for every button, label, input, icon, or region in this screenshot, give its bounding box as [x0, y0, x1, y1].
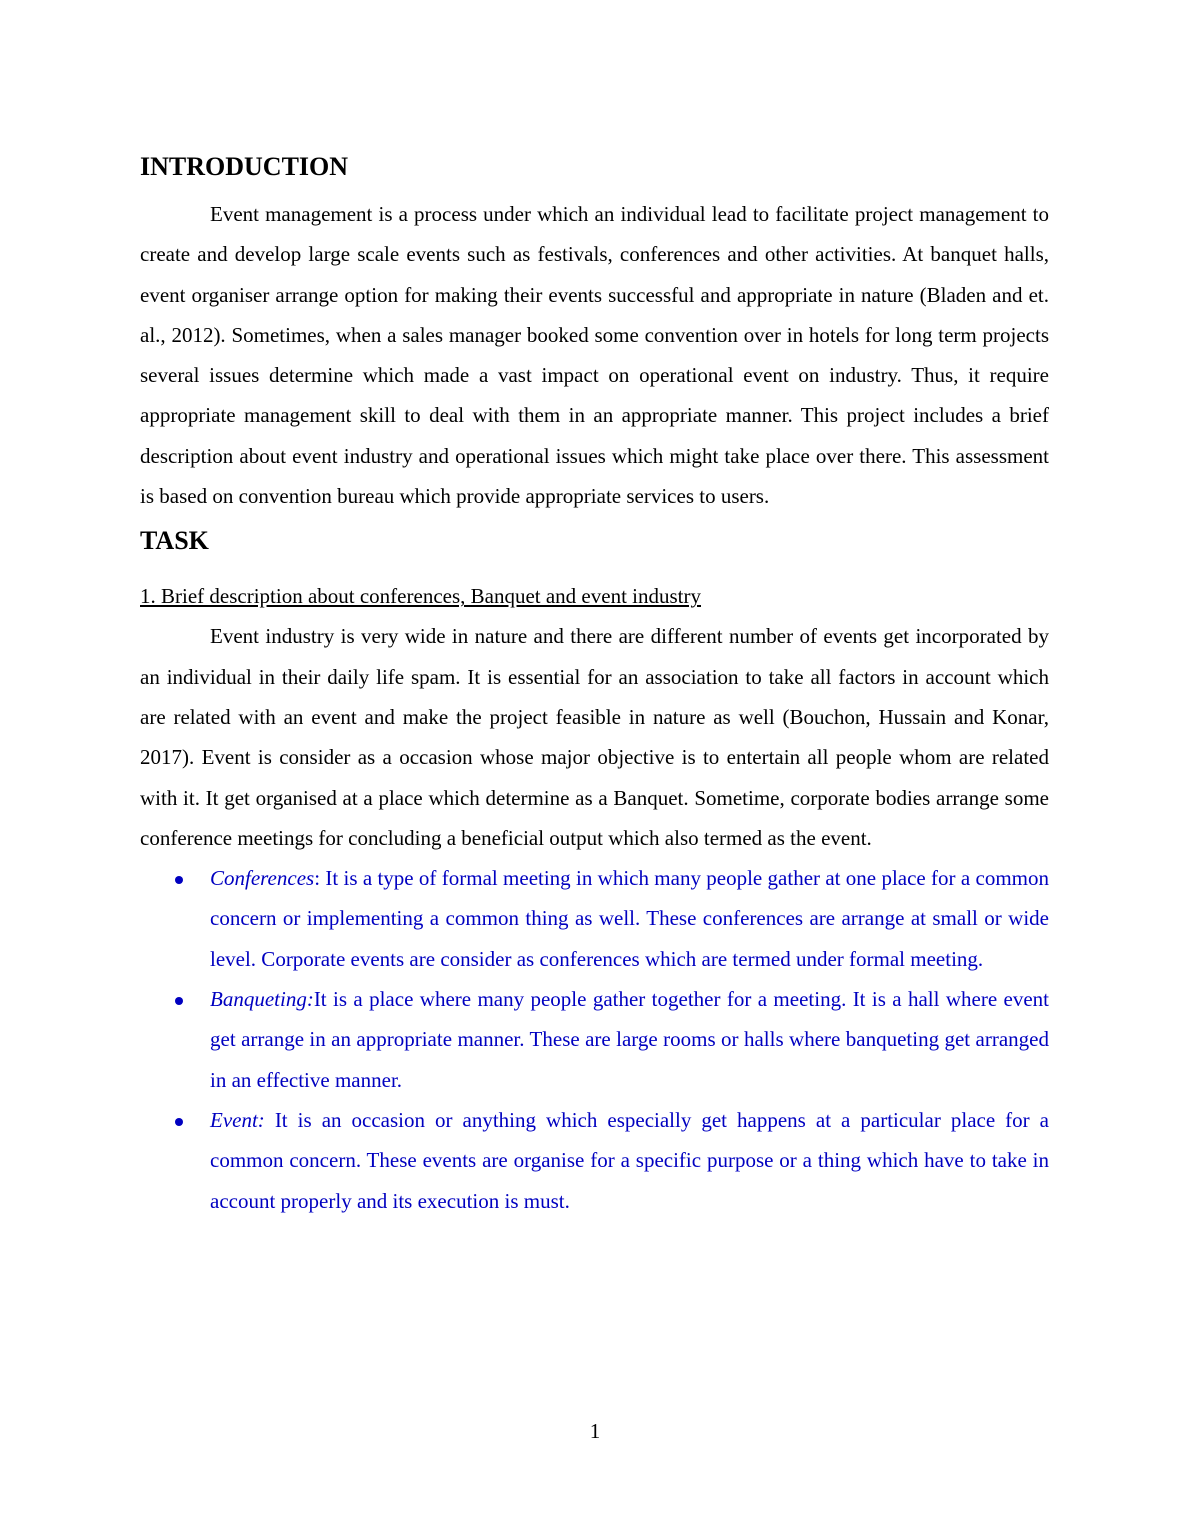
task-subheading: 1. Brief description about conferences, Banquet and event industry: [140, 584, 701, 609]
introduction-heading: INTRODUCTION: [140, 152, 349, 181]
list-item-banqueting: [140, 979, 1049, 1100]
definition-text: It is a place where many people gather together for a meeting. It is a hall where event get arrange in an appropriate manner. These are large rooms or halls where banqueting get arranged in an effective manner.: [210, 987, 1049, 1092]
task-heading: TASK: [140, 526, 209, 556]
bullet-icon: [175, 876, 183, 884]
bullet-icon: [175, 1118, 183, 1126]
list-item-conferences: [140, 858, 1049, 979]
page-number: 1: [589, 1419, 601, 1443]
bullet-icon: [175, 997, 183, 1005]
definition-list: [140, 858, 1049, 1221]
list-item-event: [140, 1100, 1049, 1221]
task-paragraph: Event industry is very wide in nature and there are different number of events get incorporated by an individual in their daily life spam. It is essential for an association to take all factors in account which are related with an event and make the project feasible in nature as well (Bouchon, Hussain and Konar, 2017). Event is consider as a occasion whose major objective is to entertain all people whom are related with it. It get organised at a place which determine as a Banquet. Sometime, corporate bodies arrange some conference meetings for concluding a beneficial output which also termed as the event.: [140, 624, 1049, 850]
definition-term: Conferences: [210, 866, 315, 891]
introduction-paragraph: Event management is a process under which an individual lead to facilitate project management to create and develop large scale events such as festivals, conferences and other activities. At banquet halls, event organiser arrange option for making their events successful and appropriate in nature (Bladen and et. al., 2012). Sometimes, when a sales manager booked some convention over in hotels for long term projects several issues determine which made a vast impact on operational event on industry. Thus, it require appropriate management skill to deal with them in an appropriate manner. This project includes a brief description about event industry and operational issues which might take place over there. This assessment is based on convention bureau which provide appropriate services to users.: [140, 202, 1049, 509]
definition-term: Event:: [210, 1107, 265, 1132]
definition-term: Banqueting:: [210, 987, 314, 1012]
definition-text: : It is a type of formal meeting in which many people gather at one place for a common concern or implementing a common thing as well. These conferences are arrange at small or wide level. Corporate events are consider as conferences which are termed under formal meeting.: [210, 866, 1049, 971]
definition-text: It is an occasion or anything which especially get happens at a particular place for a common concern. These events are organise for a specific purpose or a thing which have to take in account properly and its execution is must.: [210, 1107, 1049, 1213]
page-content: [140, 150, 1049, 1221]
